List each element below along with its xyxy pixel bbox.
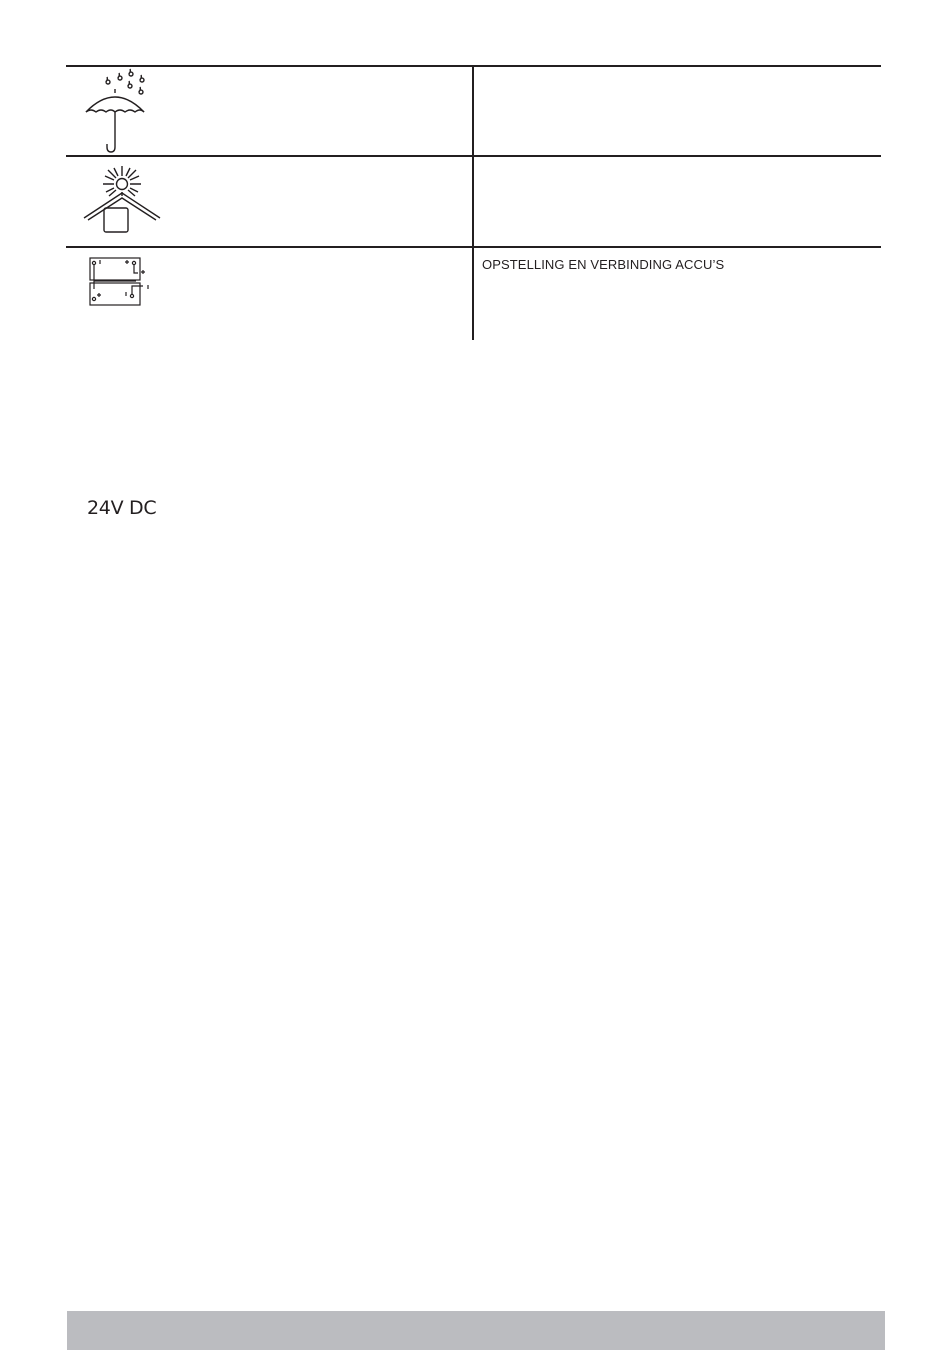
table-row [66,248,472,519]
row-description: OPSTELLING EN VERBINDING ACCU’S [482,257,725,272]
umbrella-rain-icon [82,67,172,157]
column-divider [472,65,474,340]
sun-shelter-icon [82,158,172,248]
table-row [66,65,472,155]
footer-bar [67,1311,885,1350]
table-row [66,156,472,246]
battery-connection-icon [86,255,166,315]
voltage-label: 24V DC [87,497,157,519]
